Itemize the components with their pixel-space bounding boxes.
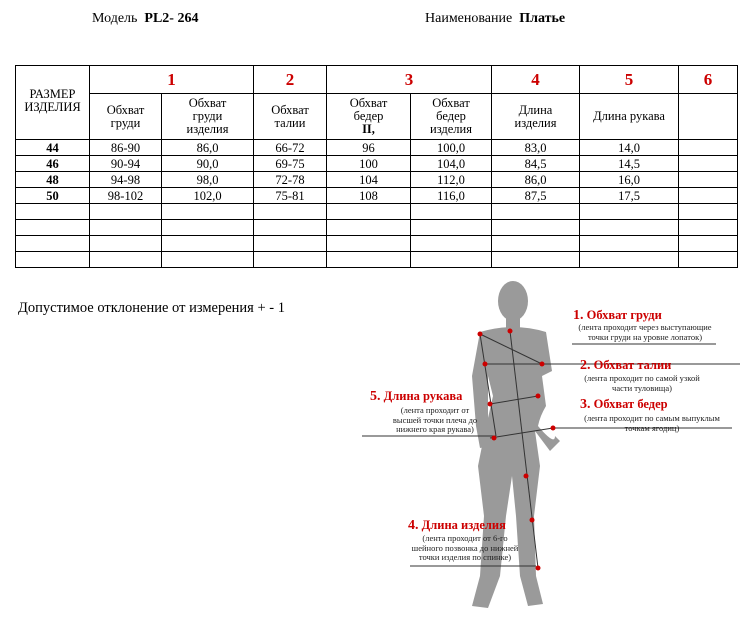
label-bust-title: 1. Обхват груди [573, 308, 662, 323]
label-sleeve-note: (лента проходит от высшей точки плеча до нижнего края рукава) [392, 405, 478, 434]
size-column-header: РАЗМЕР ИЗДЕЛИЯ [16, 66, 90, 140]
empty-row [16, 236, 738, 252]
label-waist-note: (лента проходит по самой узкой части туловища) [584, 373, 700, 393]
model-value: PL2- 264 [144, 11, 199, 26]
header-hips-garment: Обхват бедер изделия [411, 94, 492, 140]
group-number-1: 1 [90, 66, 254, 94]
model-heading [92, 11, 198, 27]
measurement-diagram [360, 276, 746, 638]
header-hips: Обхват бедер II, [327, 94, 411, 140]
header-length: Длина изделия [492, 94, 580, 140]
label-length-note: (лента проходит от 6-го шейного позвонка до нижней точки изделия по спинке) [411, 533, 519, 562]
table-row: 46 90-94 90,0 69-75 100 104,0 84,5 14,5 [16, 156, 738, 172]
model-label: Модель [92, 11, 138, 26]
product-name-label: Наименование [425, 11, 513, 26]
group-number-4: 4 [492, 66, 580, 94]
header-empty [679, 94, 738, 140]
header-waist: Обхват талии [254, 94, 327, 140]
label-sleeve-title: 5. Длина рукава [370, 389, 463, 404]
table-row: 50 98-102 102,0 75-81 108 116,0 87,5 17,5 [16, 188, 738, 204]
empty-row [16, 252, 738, 268]
table-row: 48 94-98 98,0 72-78 104 112,0 86,0 16,0 [16, 172, 738, 188]
label-waist-title: 2. Обхват талии [580, 358, 672, 373]
group-number-5: 5 [580, 66, 679, 94]
group-number-6: 6 [679, 66, 738, 94]
group-number-2: 2 [254, 66, 327, 94]
label-hips-title: 3. Обхват бедер [580, 397, 668, 412]
tolerance-note: Допустимое отклонение от измерения + - 1 [18, 300, 285, 316]
size-table [15, 65, 738, 268]
empty-row [16, 220, 738, 236]
group-number-3: 3 [327, 66, 492, 94]
empty-row [16, 204, 738, 220]
product-name-value: Платье [519, 11, 566, 26]
header-bust: Обхват груди [90, 94, 162, 140]
header-bust-garment: Обхват груди изделия [162, 94, 254, 140]
label-length-title: 4. Длина изделия [408, 518, 506, 533]
table-row: 44 86-90 86,0 66-72 96 100,0 83,0 14,0 [16, 140, 738, 156]
label-hips-note: (лента проходит по самым выпуклым точкам ягодиц) [584, 413, 720, 433]
product-name-heading [425, 11, 565, 27]
header-sleeve: Длина рукава [580, 94, 679, 140]
label-bust-note: (лента проходит через выступающие точки груди на уровне лопаток) [578, 322, 712, 342]
